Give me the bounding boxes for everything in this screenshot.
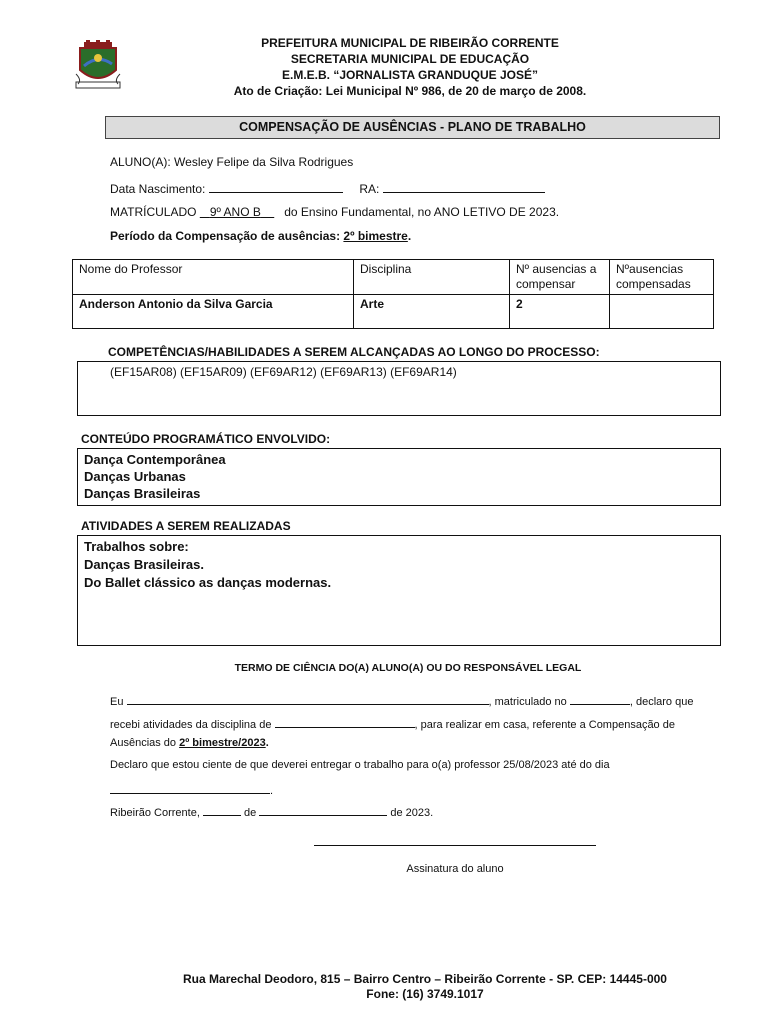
termo-line-6 bbox=[110, 803, 706, 819]
header-line-1: PREFEITURA MUNICIPAL DE RIBEIRÃO CORRENTE bbox=[261, 36, 559, 50]
class-field[interactable] bbox=[570, 692, 630, 705]
discipline-field[interactable] bbox=[275, 715, 415, 728]
competencias-box bbox=[77, 361, 721, 416]
footer-phone: Fone: (16) 3749.1017 bbox=[366, 987, 484, 1001]
termo-declaro: , declaro que bbox=[629, 696, 694, 708]
birth-date-label: Data Nascimento: bbox=[110, 182, 206, 196]
student-name-field[interactable] bbox=[127, 692, 489, 705]
ra-field[interactable] bbox=[383, 180, 545, 193]
table-row bbox=[73, 295, 714, 329]
delivery-date-field[interactable] bbox=[110, 781, 270, 794]
month-field[interactable] bbox=[259, 803, 387, 816]
competencias-text: (EF15AR08) (EF15AR09) (EF69AR12) (EF69AR13) (EF69AR14) bbox=[110, 365, 457, 379]
header-line-3: E.M.E.B. “JORNALISTA GRANDUQUE JOSÉ” bbox=[281, 68, 539, 82]
birth-ra-row bbox=[110, 180, 545, 196]
termo-para: , para realizar em casa, referente a Compensação de bbox=[414, 719, 675, 731]
student-name-row bbox=[110, 155, 353, 169]
termo-line-end: . bbox=[270, 785, 274, 797]
termo-ausencias-end: . bbox=[265, 737, 269, 749]
header-absences-to-compensate: Nº ausencias a compensar bbox=[510, 260, 610, 295]
signature-label: Assinatura do aluno bbox=[406, 863, 504, 875]
document-header bbox=[130, 35, 690, 99]
cell-discipline: Arte bbox=[354, 295, 510, 329]
header-line-4: Ato de Criação: Lei Municipal Nº 986, de 20 de março de 2008. bbox=[233, 84, 587, 98]
footer-address: Rua Marechal Deodoro, 815 – Bairro Centro – Ribeirão Corrente - SP. CEP: 14445-000 bbox=[183, 972, 667, 986]
class-text: 9º ANO B bbox=[209, 205, 261, 219]
list-item: Danças Brasileiras. bbox=[84, 557, 204, 572]
cell-teacher-name: Anderson Antonio da Silva Garcia bbox=[73, 295, 354, 329]
header-discipline: Disciplina bbox=[354, 260, 510, 295]
student-name-label: ALUNO(A): bbox=[110, 155, 171, 169]
footer bbox=[100, 972, 750, 1002]
teacher-table bbox=[72, 259, 714, 329]
atividades-list bbox=[78, 536, 720, 594]
termo-recebi: recebi atividades da disciplina de bbox=[110, 719, 272, 731]
conteudo-list bbox=[78, 449, 720, 504]
cell-absences-to-compensate: 2 bbox=[510, 295, 610, 329]
termo-ausencias-prefix: Ausências do bbox=[110, 737, 177, 749]
termo-city: Ribeirão Corrente, bbox=[110, 807, 200, 819]
termo-line-3 bbox=[110, 737, 706, 749]
conteudo-label: CONTEÚDO PROGRAMÁTICO ENVOLVIDO: bbox=[81, 432, 331, 446]
list-item: Do Ballet clássico as danças modernas. bbox=[84, 575, 332, 590]
termo-title: TERMO DE CIÊNCIA DO(A) ALUNO(A) OU DO RESPONSÁVEL LEGAL bbox=[234, 662, 582, 674]
termo-eu: Eu bbox=[110, 696, 124, 708]
termo-line-1 bbox=[110, 692, 706, 708]
signature-line[interactable] bbox=[314, 845, 596, 846]
termo-line-4: Declaro que estou ciente de que deverei entregar o trabalho para o(a) professor 25/08/2023 até do dia bbox=[110, 759, 610, 771]
table-header-row bbox=[73, 260, 714, 295]
period-value: 2º bimestre bbox=[343, 229, 408, 243]
termo-line-2 bbox=[110, 715, 706, 731]
competencias-label: COMPETÊNCIAS/HABILIDADES A SEREM ALCANÇADAS AO LONGO DO PROCESSO: bbox=[108, 345, 600, 359]
municipal-coat-of-arms-logo bbox=[74, 40, 122, 92]
class-value bbox=[200, 205, 274, 219]
termo-year: de 2023. bbox=[390, 807, 434, 819]
day-field[interactable] bbox=[203, 803, 241, 816]
form-title: COMPENSAÇÃO DE AUSÊNCIAS - PLANO DE TRABALHO bbox=[105, 116, 720, 139]
atividades-box bbox=[77, 535, 721, 646]
termo-ausencias-value: 2º bimestre/2023 bbox=[179, 737, 266, 749]
period-end: . bbox=[407, 229, 412, 243]
enrolled-label: MATRÍCULADO bbox=[110, 205, 197, 219]
header-absences-compensated: Nºausencias compensadas bbox=[610, 260, 714, 295]
ra-label: RA: bbox=[359, 182, 380, 196]
termo-line-5 bbox=[110, 781, 706, 797]
cell-absences-compensated[interactable] bbox=[610, 295, 714, 329]
student-name-value: Wesley Felipe da Silva Rodrigues bbox=[174, 155, 354, 169]
header-teacher-name: Nome do Professor bbox=[73, 260, 354, 295]
list-item: Trabalhos sobre: bbox=[84, 539, 189, 554]
list-item: Dança Contemporânea bbox=[84, 452, 226, 467]
list-item: Danças Urbanas bbox=[84, 469, 186, 484]
termo-de: de bbox=[244, 807, 257, 819]
header-line-2: SECRETARIA MUNICIPAL DE EDUCAÇÃO bbox=[290, 52, 530, 66]
period-label: Período da Compensação de ausências: bbox=[110, 229, 341, 243]
enrollment-row bbox=[110, 205, 559, 219]
list-item: Danças Brasileiras bbox=[84, 486, 201, 501]
enrolled-rest: do Ensino Fundamental, no ANO LETIVO DE 2023. bbox=[284, 205, 560, 219]
period-row bbox=[110, 229, 411, 243]
birth-date-field[interactable] bbox=[209, 180, 343, 193]
conteudo-box bbox=[77, 448, 721, 506]
termo-matriculado: , matriculado no bbox=[488, 696, 567, 708]
atividades-label: ATIVIDADES A SEREM REALIZADAS bbox=[81, 519, 291, 533]
